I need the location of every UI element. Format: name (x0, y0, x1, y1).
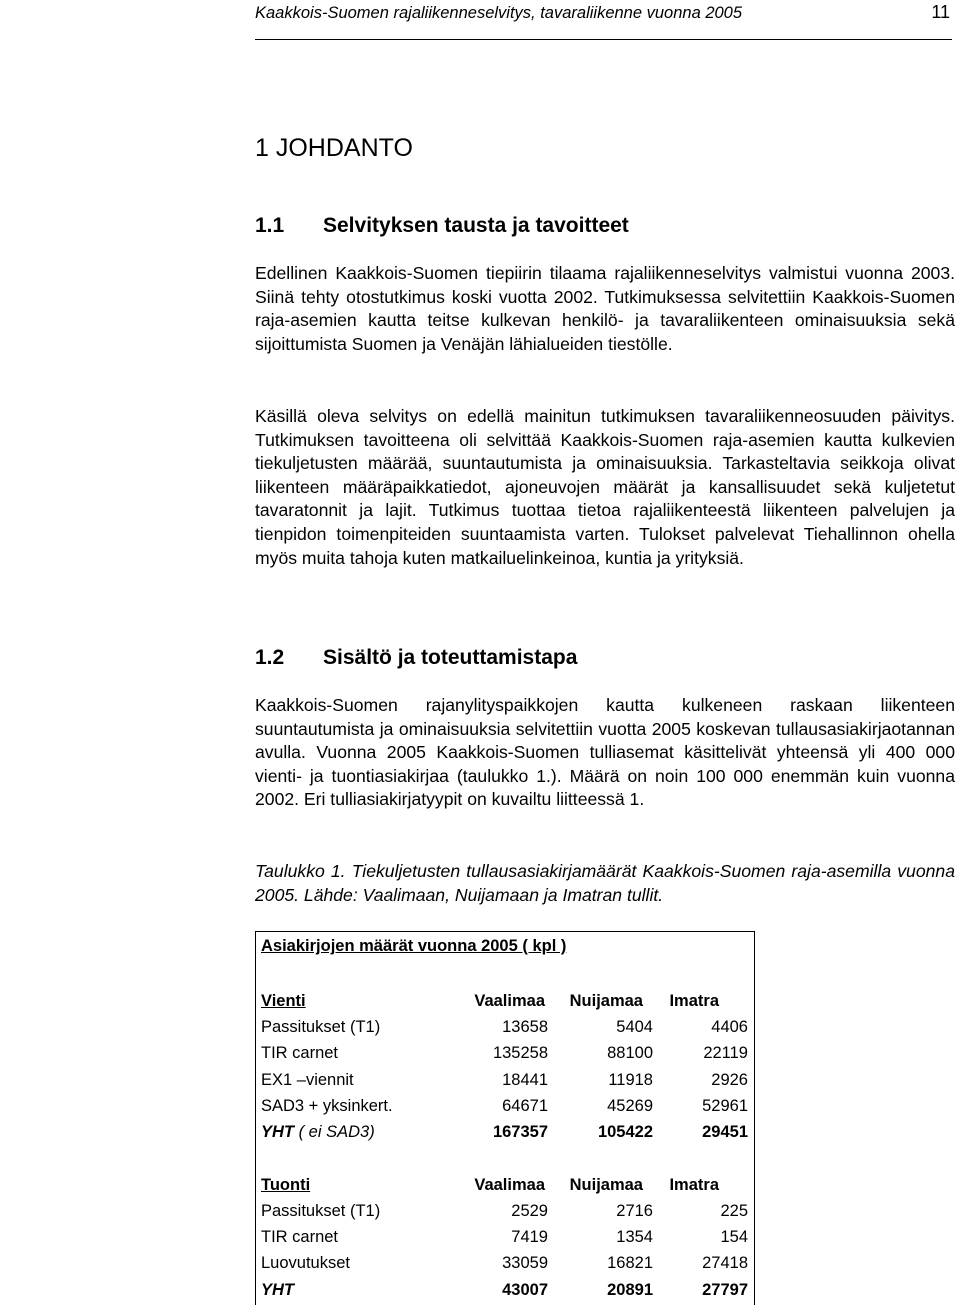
row-label: TIR carnet (261, 1228, 339, 1246)
row-label: TIR carnet (261, 1044, 339, 1062)
cell: 2529 (511, 1202, 548, 1220)
total-cell: 20891 (607, 1281, 653, 1299)
total-cell: 43007 (502, 1281, 548, 1299)
cell: 88100 (607, 1044, 653, 1062)
section-heading-1-1 (255, 214, 629, 238)
table-row (261, 1228, 751, 1254)
table-caption: Taulukko 1. Tiekuljetusten tullausasiakirjamäärät Kaakkois-Suomen raja-asemilla vuonna 2005. Lähde: Vaalimaan, Nuijamaan ja Imatran tullit. (255, 861, 955, 905)
cell: 11918 (608, 1071, 653, 1089)
table-header-row (261, 1176, 751, 1202)
header-cell: Vaalimaa (474, 1176, 545, 1194)
cell: 16821 (607, 1254, 653, 1272)
cell: 18441 (502, 1071, 548, 1089)
header-cell: Nuijamaa (569, 992, 643, 1010)
paragraph: Edellinen Kaakkois-Suomen tiepiirin tilaama rajaliikenneselvitys valmistui vuonna 2003. Siinä tehty otostutkimus koski vuotta 2002. Tutkimuksessa selvitettiin Kaakkois-Suomen raja-asemien kautta teitse kulkevan henkilö- ja tavaraliikenteen ominaisuuksia sekä sijoittumista Suomen ja Venäjän lähialueiden tiestölle. (255, 263, 955, 354)
header-cell: Imatra (669, 1176, 719, 1194)
row-label: Passitukset (T1) (261, 1202, 381, 1220)
header-cell: Vaalimaa (474, 992, 545, 1010)
table-row (261, 1202, 751, 1228)
table-title: Asiakirjojen määrät vuonna 2005 ( kpl ) (261, 937, 567, 955)
cell: 52961 (702, 1097, 748, 1115)
section-title: Selvityksen tausta ja tavoitteet (323, 214, 629, 237)
row-label: Passitukset (T1) (261, 1018, 381, 1036)
total-label-text: YHT (261, 1123, 294, 1141)
table-row (261, 1097, 751, 1123)
header-cell: Imatra (669, 992, 719, 1010)
total-note: ( ei SAD3) (298, 1123, 375, 1141)
cell: 225 (720, 1202, 748, 1220)
header-cell: Tuonti (261, 1176, 311, 1194)
cell: 45269 (607, 1097, 653, 1115)
cell: 2926 (711, 1071, 748, 1089)
cell: 154 (720, 1228, 748, 1246)
total-label: YHT (261, 1281, 294, 1299)
table-row (261, 1071, 751, 1097)
table-header-row (261, 992, 751, 1018)
cell: 7419 (511, 1228, 548, 1246)
total-cell: 27797 (702, 1281, 748, 1299)
row-label: SAD3 + yksinkert. (261, 1097, 393, 1115)
cell: 5404 (616, 1018, 653, 1036)
total-cell: 167357 (492, 1123, 548, 1141)
chapter-title: 1 JOHDANTO (255, 134, 413, 162)
table-row (261, 1018, 751, 1044)
paragraph: Käsillä oleva selvitys on edellä mainitun tutkimuksen tavaraliikenneosuuden päivitys. Tutkimuksen tavoitteena oli selvittää Kaakkois-Suomen raja-asemien kautta kulkevien tiekuljetusten määrää, suuntautumista ja ominaisuuksia. Tarkasteltavia seikkoja olivat liikenteen määräpaikkatiedot, ajoneuvojen määrät ja kansallisuudet sekä kuljetetut tavaratonnit ja lajit. Tutkimus tuottaa tietoa rajaliikenteestä liikenteen palvelujen ja tienpidon toimenpiteiden suuntaamista varten. Tulokset palvelevat Tiehallinnon ohella myös muita tahoja kuten matkailuelinkeinoa, kuntia ja yrityksiä. (255, 406, 955, 568)
data-table (255, 931, 755, 1305)
cell: 1354 (616, 1228, 653, 1246)
cell: 27418 (702, 1254, 748, 1272)
section-title: Sisältö ja toteuttamistapa (323, 646, 578, 669)
cell: 64671 (502, 1097, 548, 1115)
total-cell: 105422 (597, 1123, 653, 1141)
page-number: 11 (931, 2, 950, 22)
cell: 13658 (502, 1018, 548, 1036)
total-label (261, 1123, 375, 1142)
cell: 2716 (616, 1202, 653, 1220)
section-number: 1.1 (255, 214, 285, 237)
paragraph: Kaakkois-Suomen rajanylityspaikkojen kautta kulkeneen raskaan liikenteen suuntautumista ja ominaisuuksia selvitettiin vuotta 2005 koskevan tullausasiakirjaotannan avulla. Vuonna 2005 Kaakkois-Suomen tulliasemat käsittelivät yhteensä yli 400 000 vienti- ja tuontiasiakirjaa (taulukko 1.). Määrä on noin 100 000 enemmän kuin vuonna 2002. Eri tulliasiakirjatyypit on kuvailtu liitteessä 1. (255, 695, 955, 810)
header-cell: Vienti (261, 992, 306, 1010)
total-cell: 29451 (702, 1123, 748, 1141)
row-label: Luovutukset (261, 1254, 350, 1272)
table-total-row (261, 1123, 751, 1149)
table-total-row (261, 1281, 751, 1307)
table-row (261, 1254, 751, 1280)
cell: 33059 (502, 1254, 548, 1272)
row-label: EX1 –viennit (261, 1071, 354, 1089)
cell: 4406 (711, 1018, 748, 1036)
page-header (255, 0, 952, 40)
section-number: 1.2 (255, 646, 285, 669)
cell: 22119 (703, 1044, 748, 1062)
table-row (261, 1044, 751, 1070)
header-title: Kaakkois-Suomen rajaliikenneselvitys, tavaraliikenne vuonna 2005 (255, 4, 743, 22)
cell: 135258 (492, 1044, 548, 1062)
section-heading-1-2 (255, 646, 577, 670)
header-cell: Nuijamaa (569, 1176, 643, 1194)
